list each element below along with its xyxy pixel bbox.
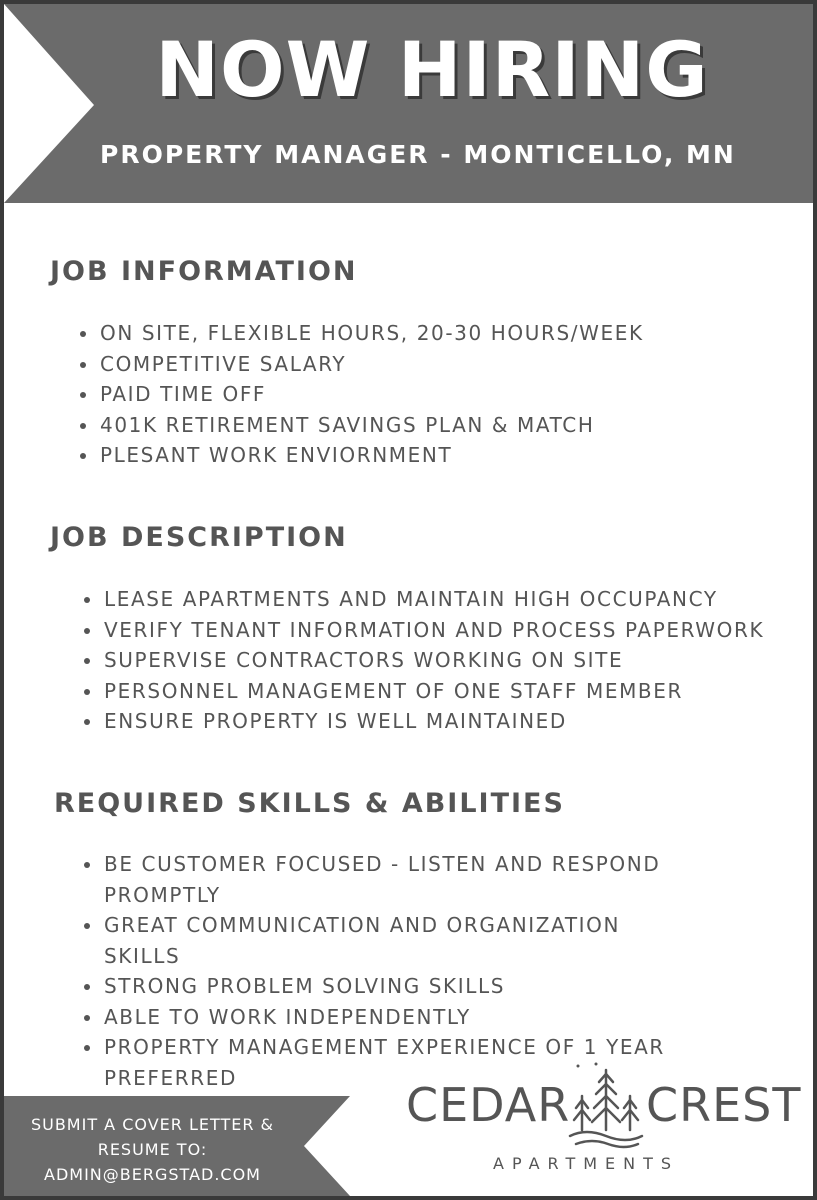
list-item: ENSURE PROPERTY IS WELL MAINTAINED [82,706,764,737]
list-item: GREAT COMMUNICATION AND ORGANIZATION SKILLS [82,910,702,971]
pine-trees-icon [566,1060,646,1152]
list-item: STRONG PROBLEM SOLVING SKILLS [82,971,702,1002]
required-skills-list [82,849,702,1093]
job-subtitle: PROPERTY MANAGER - MONTICELLO, MN [100,140,736,169]
list-item: ON SITE, FLEXIBLE HOURS, 20-30 HOURS/WEEK [78,318,644,349]
job-description-list [82,584,764,737]
list-item: PERSONNEL MANAGEMENT OF ONE STAFF MEMBER [82,676,764,707]
list-item: SUPERVISE CONTRACTORS WORKING ON SITE [82,645,764,676]
list-item: PAID TIME OFF [78,379,644,410]
submit-instructions [10,1112,295,1187]
logo-subtitle: APARTMENTS [493,1154,680,1173]
logo-word-left: CEDAR [406,1078,571,1132]
section-heading-job-description: JOB DESCRIPTION [50,522,348,553]
page-title: NOW HIRING [155,25,709,114]
list-item: PLESANT WORK ENVIORNMENT [78,440,644,471]
list-item: ABLE TO WORK INDEPENDENTLY [82,1002,702,1033]
job-information-list [78,318,644,471]
submit-email: ADMIN@BERGSTAD.COM [44,1165,261,1184]
submit-line-1: SUBMIT A COVER LETTER & [30,1115,275,1134]
cedar-crest-logo [400,1060,810,1180]
arrow-notch-shape [4,4,94,203]
list-item: BE CUSTOMER FOCUSED - LISTEN AND RESPOND PROMPTLY [82,849,702,910]
list-item: LEASE APARTMENTS AND MAINTAIN HIGH OCCUPANCY [82,584,764,615]
list-item: COMPETITIVE SALARY [78,349,644,380]
list-item: PROPERTY MANAGEMENT EXPERIENCE OF 1 YEAR PREFERRED [82,1032,702,1093]
submit-line-2: RESUME TO: [97,1140,208,1159]
section-heading-job-information: JOB INFORMATION [50,256,358,287]
list-item: VERIFY TENANT INFORMATION AND PROCESS PAPERWORK [82,615,764,646]
logo-word-right: CREST [646,1078,802,1132]
list-item: 401K RETIREMENT SAVINGS PLAN & MATCH [78,410,644,441]
section-heading-required-skills: REQUIRED SKILLS & ABILITIES [54,788,565,819]
